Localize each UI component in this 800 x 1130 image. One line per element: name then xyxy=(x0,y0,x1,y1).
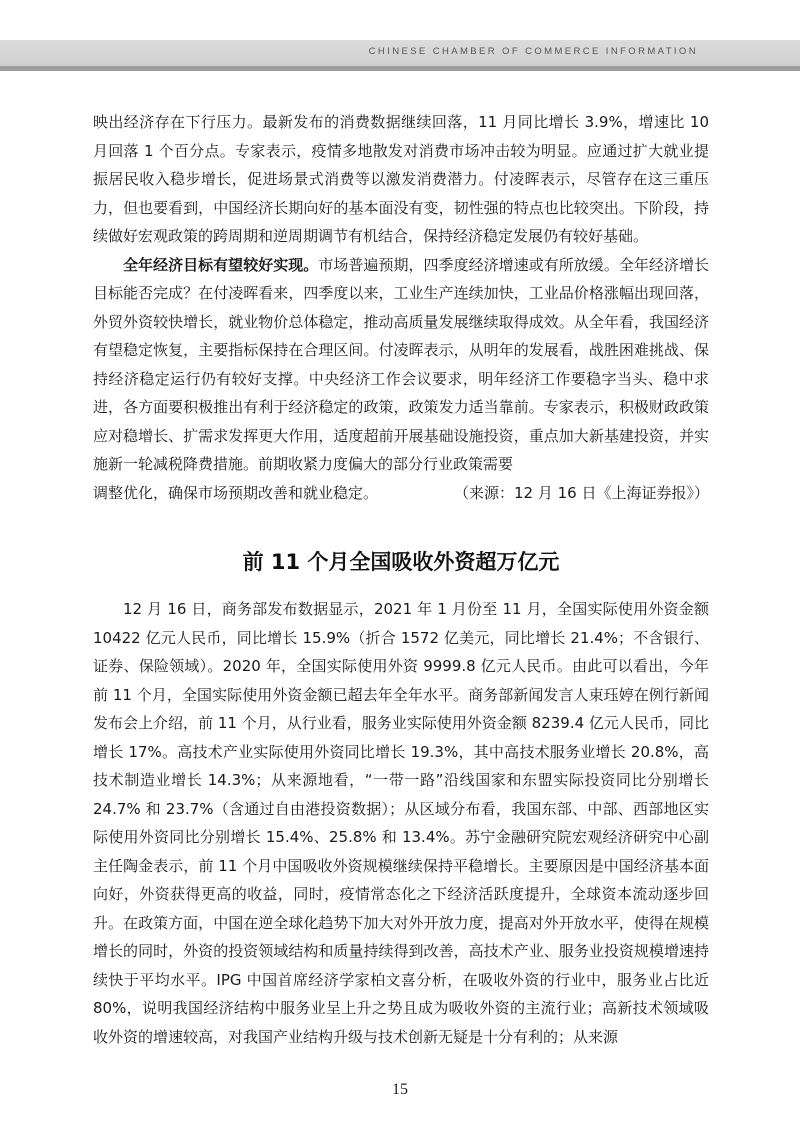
paragraph-closing-row xyxy=(93,479,709,508)
paragraph-body: 市场普遍预期，四季度经济增速或有所放缓。全年经济增长目标能否完成？在付凌晖看来，四季度以来，工业生产连续加快，工业品价格涨幅出现回落，外贸外资较快增长，就业物价总体稳定，推动高质量发展继续取得成效。从全年看，我国经济有望稳定恢复，主要指标保持在合理区间。付凌晖表示，从明年的发展看，战胜困难挑战、保持经济稳定运行仍有较好支撑。中央经济工作会议要求，明年经济工作要稳字当头、稳中求进，各方面要积极推出有利于经济稳定的政策，政策发力适当靠前。专家表示，积极财政政策应对稳增长、扩需求发挥更大作用，适度超前开展基础设施投资，重点加大新基建投资，并实施新一轮减税降费措施。前期收紧力度偏大的部分行业政策需要 xyxy=(93,255,709,473)
paragraph-economic-target xyxy=(93,251,709,479)
running-header-title: CHINESE CHAMBER OF COMMERCE INFORMATION xyxy=(368,46,698,57)
paragraph-continued: 映出经济存在下行压力。最新发布的消费数据继续回落，11 月同比增长 3.9%，增速比 10 月回落 1 个百分点。专家表示，疫情多地散发对消费市场冲击较为明显。应通过扩大就业提振居民收入稳步增长，促进场景式消费等以激发消费潜力。付凌晖表示，尽管存在这三重压力，但也要看到，中国经济长期向好的基本面没有变，韧性强的特点也比较突出。下阶段，持续做好宏观政策的跨周期和逆周期调节有机结合，保持经济稳定发展仍有较好基础。 xyxy=(93,113,709,245)
section-title: 前 11 个月全国吸收外资超万亿元 xyxy=(242,550,560,574)
source-citation: （来源：12 月 16 日《上海证券报》） xyxy=(454,483,709,502)
page-number: 15 xyxy=(392,1081,408,1098)
article-body xyxy=(93,108,709,1051)
paragraph-lead-heading: 全年经济目标有望较好实现。 xyxy=(123,255,319,274)
paragraph-last-line: 调整优化，确保市场预期改善和就业稳定。 xyxy=(93,483,379,502)
header-divider xyxy=(0,66,800,71)
paragraph-foreign-investment: 12 月 16 日，商务部发布数据显示，2021 年 1 月份至 11 月，全国实际使用外资金额 10422 亿元人民币，同比增长 15.9%（折合 1572 亿美元，同比增长 21.4%；不含银行、证券、保险领域）。2020 年，全国实际使用外资 9999.8 亿元人民币。由此可以看出，今年前 11 个月，全国实际使用外资金额已超去年全年水平。商务部新闻发言人束珏婷在例行新闻发布会上介绍，前 11 个月，从行业看，服务业实际使用外资金额 8239.4 亿元人民币，同比增长 17%。高技术产业实际使用外资同比增长 19.3%，其中高技术服务业增长 20.8%，高技术制造业增长 14.3%；从来源地看，“一带一路”沿线国家和东盟实际投资同比分别增长 24.7% 和 23.7%（含通过自由港投资数据）；从区域分布看，我国东部、中部、西部地区实际使用外资同比分别增长 15.4%、25.8% 和 13.4%。苏宁金融研究院宏观经济研究中心副主任陶金表示，前 11 个月中国吸收外资规模继续保持平稳增长。主要原因是中国经济基本面向好，外资获得更高的收益，同时，疫情常态化之下经济活跃度提升，全球资本流动逐步回升。在政策方面，中国在逆全球化趋势下加大对外开放力度，提高对外开放水平，使得在规模增长的同时，外资的投资领域结构和质量持续得到改善，高技术产业、服务业投资规模增速持续快于平均水平。IPG 中国首席经济学家柏文喜分析，在吸收外资的行业中，服务业占比近 80%，说明我国经济结构中服务业呈上升之势且成为吸收外资的主流行业；高新技术领域吸收外资的增速较高，对我国产业结构升级与技术创新无疑是十分有利的；从来源 xyxy=(93,600,709,1046)
